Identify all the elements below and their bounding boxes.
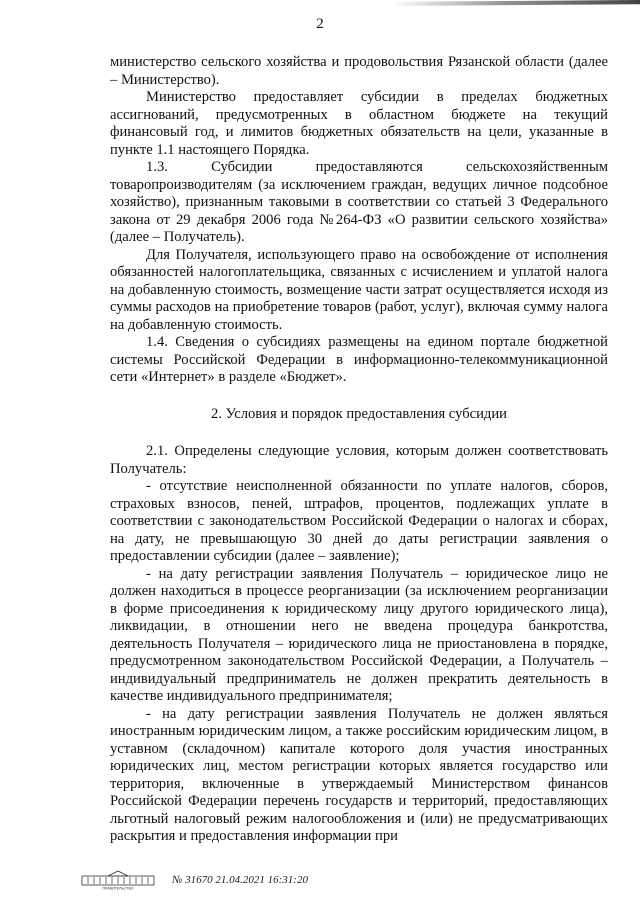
page-number: 2 bbox=[316, 16, 324, 32]
scan-edge-mark bbox=[392, 0, 640, 6]
paragraph: 1.4. Сведения о субсидиях размещены на едином портале бюджетной системы Российской Федерации в информационно-телекоммуникационной сети «Интернет» в разделе «Бюджет». bbox=[110, 334, 608, 385]
list-item: - отсутствие неисполненной обязанности по уплате налогов, сборов, страховых взносов, пеней, штрафов, процентов, подлежащих уплате в соответствии с законодательством Российской Федерации о налогах и сборах, на дату, не превышающую 30 дней до даты регистрации заявления о предоставлении субсидии (далее – заявление); bbox=[110, 478, 608, 564]
paragraph: министерство сельского хозяйства и продовольствия Рязанской области (далее – Министерство). bbox=[110, 54, 608, 88]
emblem-caption: ПРАВИТЕЛЬСТВО bbox=[102, 886, 134, 890]
document-footer bbox=[78, 869, 308, 891]
list-item: - на дату регистрации заявления Получатель – юридическое лицо не должен находиться в процессе реорганизации (за исключением реорганизации в форме присоединения к юридическому лицу другого юридического лица), ликвидации, в отношении него не введена процедура банкротства, деятельность Получателя – юридического лица не приостановлена в порядке, предусмотренном законодательством Российской Федерации, а Получатель – индивидуальный предприниматель не должен прекратить деятельность в качестве индивидуального предпринимателя; bbox=[110, 565, 608, 704]
government-building-icon bbox=[78, 870, 158, 890]
list-item: - на дату регистрации заявления Получатель не должен являться иностранным юридическим лицом, а также российским юридическим лицом, в уставном (складочном) капитале которого доля участия иностранных юридических лиц, местом регистрации которых является государство или территория, включенные в утверждаемый Министерством финансов Российской Федерации перечень государств и территорий, предоставляющих льготный налоговый режим налогообложения и (или) не предусматривающих раскрытия и предоставления информации при bbox=[110, 705, 608, 844]
registration-stamp: № 31670 21.04.2021 16:31:20 bbox=[172, 874, 308, 886]
paragraph: 1.3. Субсидии предоставляются сельскохозяйственным товаропроизводителям (за исключением граждан, ведущих личное подсобное хозяйство), признанным таковыми в соответствии со статьей 3 Федерального закона от 29 декабря 2006 года №264-ФЗ «О развитии сельского хозяйства» (далее – Получатель). bbox=[110, 159, 608, 245]
document-body bbox=[110, 54, 608, 846]
section-heading: 2. Условия и порядок предоставления субсидии bbox=[211, 405, 507, 422]
paragraph: Министерство предоставляет субсидии в пределах бюджетных ассигнований, предусмотренных в областном бюджете на текущий финансовый год, и лимитов бюджетных обязательств на цели, указанные в пункте 1.1 настоящего Порядка. bbox=[110, 89, 608, 158]
paragraph: 2.1. Определены следующие условия, которым должен соответствовать Получатель: bbox=[110, 443, 608, 477]
paragraph: Для Получателя, использующего право на освобождение от исполнения обязанностей налогоплательщика, связанных с исчислением и уплатой налога на добавленную стоимость, возмещение части затрат осуществляется исходя из суммы расходов на приобретение товаров (работ, услуг), включая сумму налога на добавленную стоимость. bbox=[110, 246, 608, 333]
